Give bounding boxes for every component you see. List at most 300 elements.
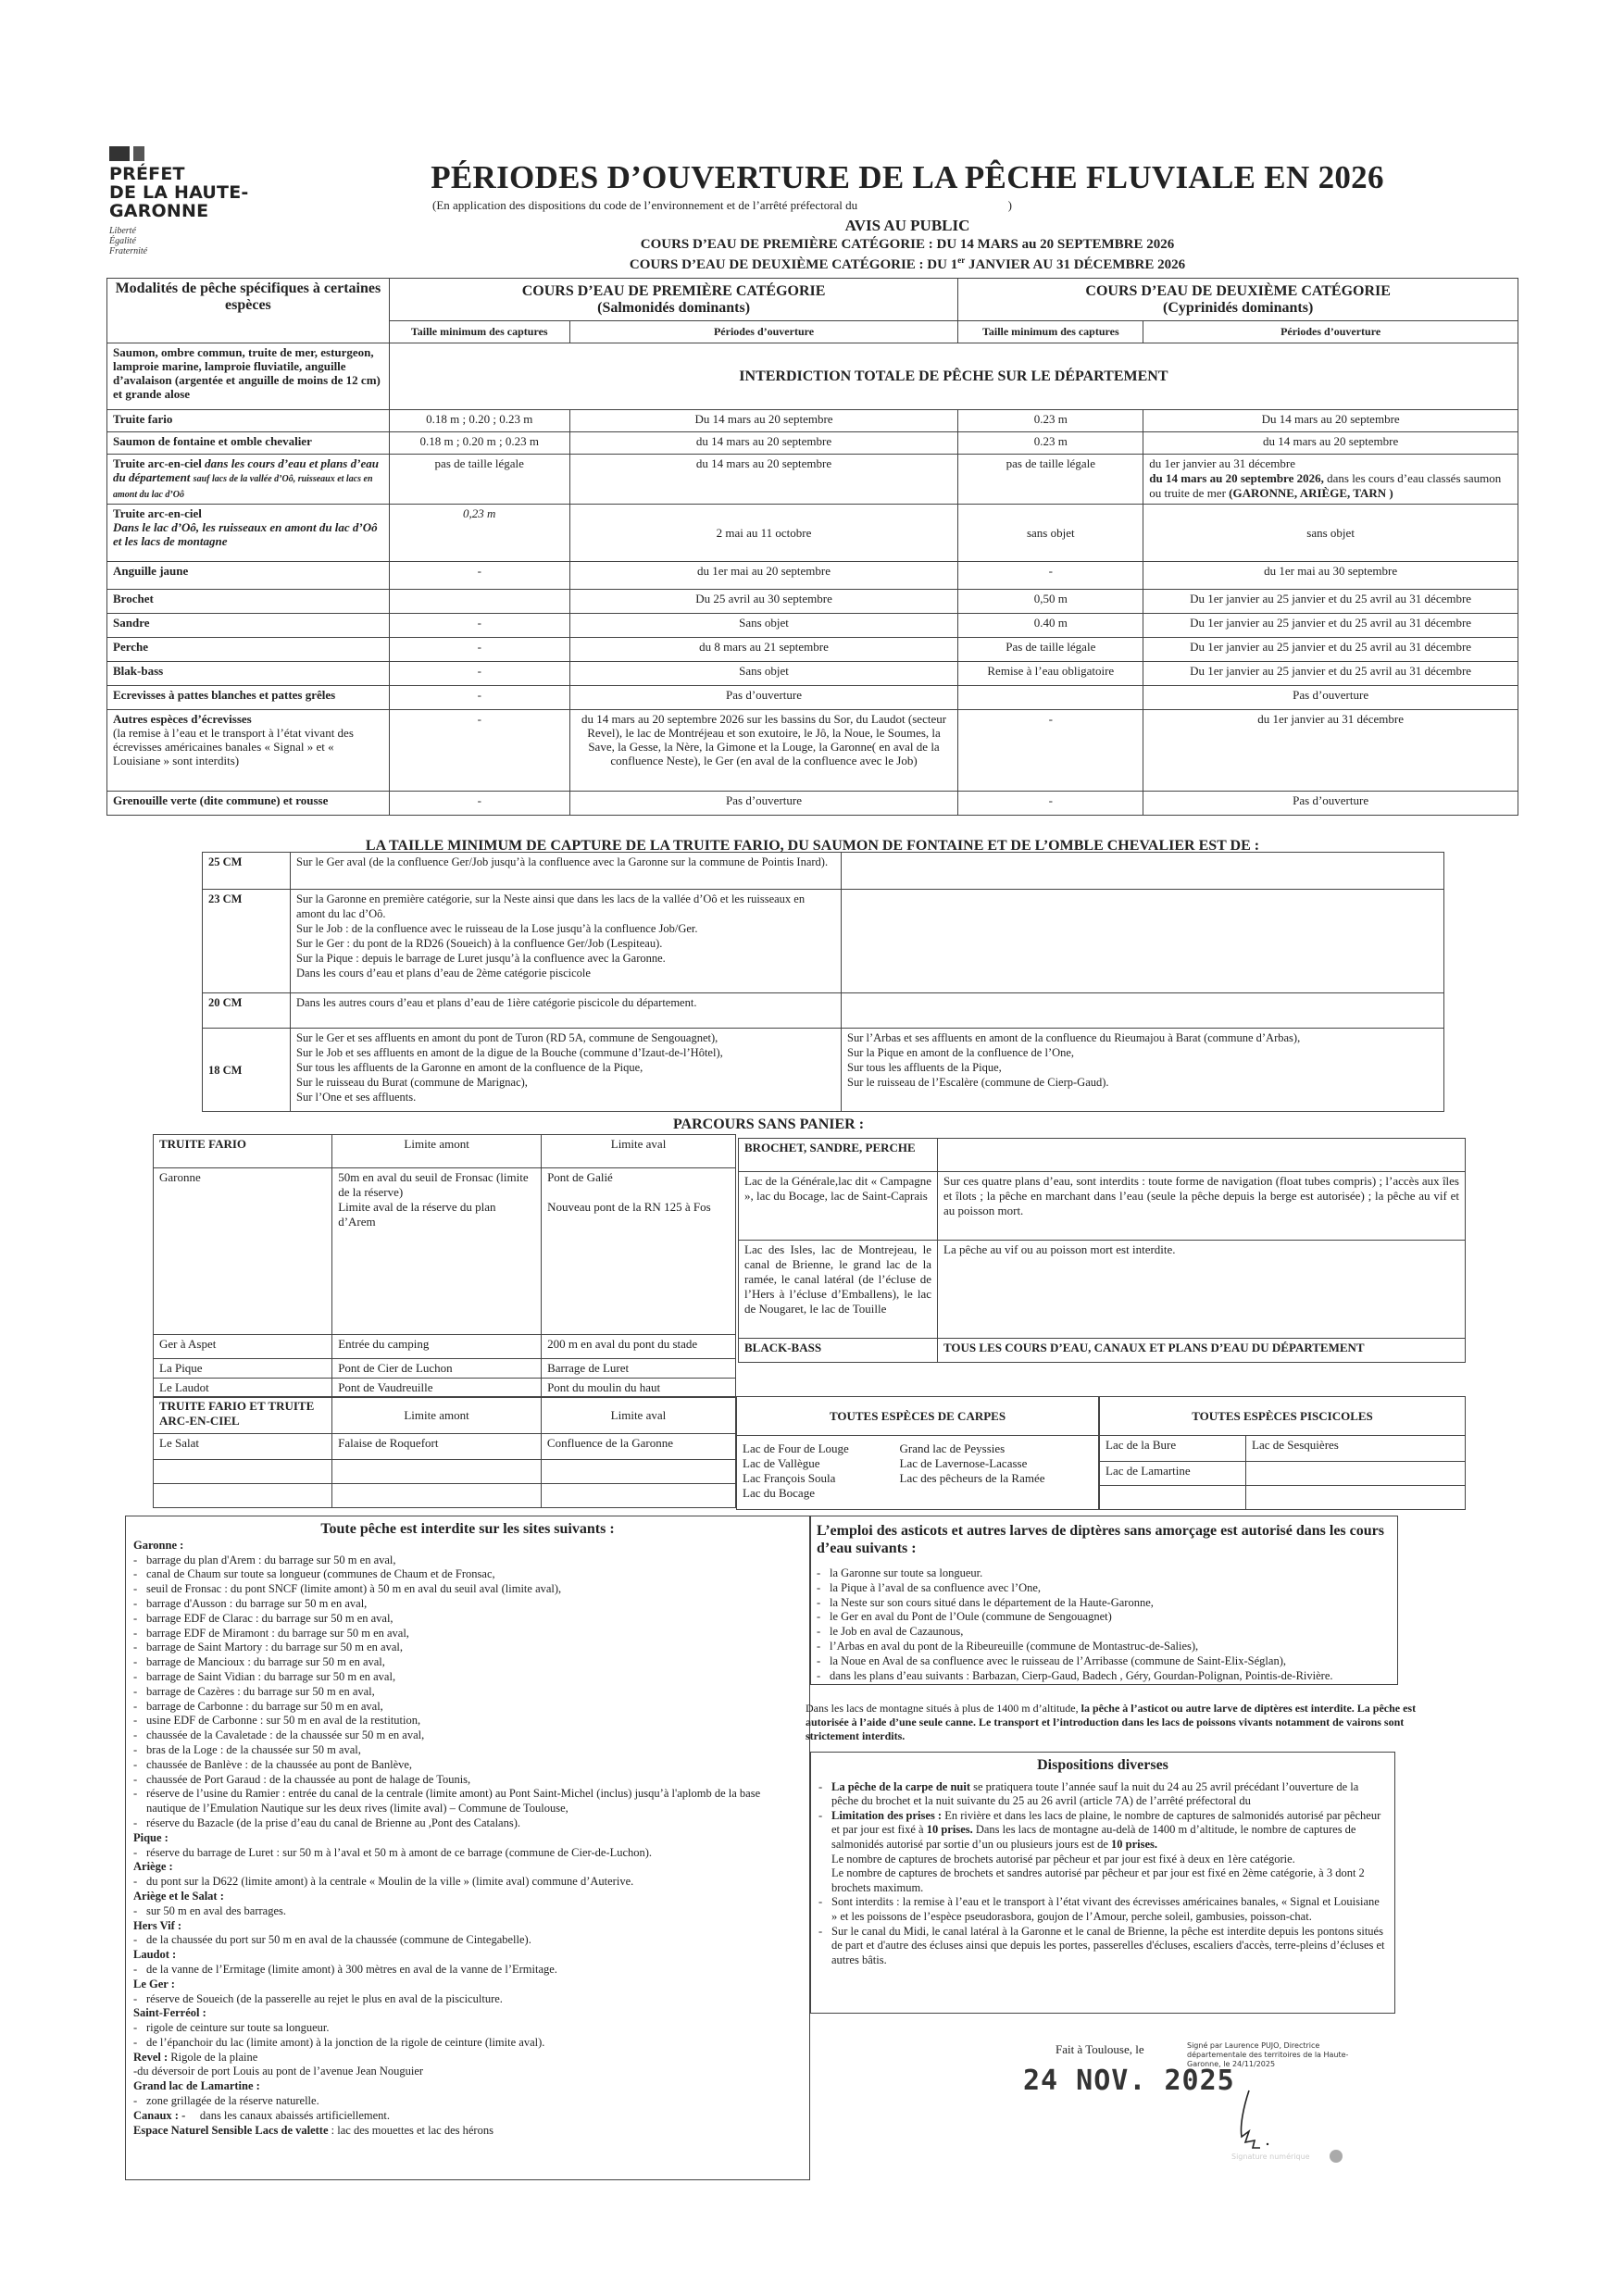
cat1-periode: Pas d’ouverture <box>569 686 958 710</box>
carpe-lake: Lac François Soula <box>743 1471 836 1485</box>
cat1-periode: 2 mai au 11 octobre <box>569 505 958 562</box>
cat2-periode: Du 1er janvier au 25 janvier et du 25 avril au 31 décembre <box>1143 614 1518 638</box>
interdits-section-name: Revel : <box>133 2050 169 2064</box>
table-row <box>107 562 1518 590</box>
species-name: Ecrevisses à pattes blanches et pattes grêles <box>107 686 390 710</box>
limit-bold: Limitation des prises : <box>831 1808 943 1822</box>
interdit-item: - réserve de l’usine du Ramier : entrée du canal de la centrale (limite amont) au Pont Saint-Michel (inclus) jusqu’à l'aplomb de la base nautique de l’Emulation Nautique sur les deux rives (limite aval) – Commune de Toulouse, <box>133 1787 802 1816</box>
interdit-item: - de la chaussée du port sur 50 m en aval de la chaussée (commune de Cintegabelle). <box>133 1933 802 1948</box>
species-name <box>107 710 390 792</box>
interdits-section-name: Laudot : <box>133 1948 177 1962</box>
table-row <box>107 505 1518 562</box>
taille-line: Sur la Pique : depuis le barrage de Luret jusqu’à la confluence avec la Garonne. <box>296 952 666 965</box>
species-name: Truite fario <box>107 410 390 432</box>
parcours-row <box>154 1484 736 1508</box>
period-c-bold: (GARONNE, ARIÈGE, TARN ) <box>1229 486 1393 500</box>
lacs-note-text: Dans les lacs de montagne situés à plus de 1400 m d’altitude, <box>806 1702 1081 1715</box>
asticot-item: - le Job en aval de Cazaunous, <box>817 1625 1392 1640</box>
motto-2: Égalité <box>109 236 136 246</box>
cat2-periode: Du 1er janvier au 25 janvier et du 25 avril au 31 décembre <box>1143 590 1518 614</box>
species-detail: dans les cours d’eau et plans d’eau du département <box>113 456 379 484</box>
lacs-note-bold: la pêche à l’asticot ou autre larve de diptères est interdite. La pêche est autorisée à l’aide d’une seule canne. Le transport et l’introduction dans les lacs de poissons vivants notamment de vairons sont strictement interdits. <box>806 1702 1417 1742</box>
dispositions-list <box>818 1780 1387 1968</box>
cat2-taille: pas de taille légale <box>958 455 1143 505</box>
parcours-row <box>154 1434 736 1460</box>
interdiction-species: Saumon, ombre commun, truite de mer, esturgeon, lamproie marine, lamproie fluviatile, anguille d’avalaison (argentée et anguille de moins de 12 cm) et grande alose <box>107 343 390 410</box>
digital-signature-badge-icon <box>1330 2150 1343 2163</box>
taille-right <box>842 993 1444 1029</box>
taille-left <box>291 890 842 993</box>
truite-arc-parcours-table <box>153 1396 736 1508</box>
table-row <box>107 410 1518 432</box>
species-name <box>107 505 390 562</box>
piscicole-lake: Lac de Lamartine <box>1100 1462 1246 1486</box>
brochet-row <box>739 1172 1466 1241</box>
interdit-item: - seuil de Fronsac : du pont SNCF (limite amont) à 50 m en aval du seuil aval (limite aval), <box>133 1582 802 1597</box>
interdits-section-name: Hers Vif : <box>133 1918 182 1932</box>
piscicole-lake <box>1246 1486 1466 1510</box>
taille-row <box>203 1029 1444 1112</box>
taille-line: Sur la Garonne en première catégorie, sur la Neste ainsi que dans les lacs de la vallée d’Oô et les ruisseaux en amont du lac d’Oô. <box>296 892 806 920</box>
cat1-taille: 0,23 m <box>389 505 569 562</box>
category-2-period <box>278 256 1537 273</box>
carpes-header: TOUTES ESPÈCES DE CARPES <box>737 1397 1099 1436</box>
limit-text: Dans les lacs de montagne au-delà de 1400 m d’altitude, le nombre de captures de salmonidés autorisé par sortie d’un ou plusieurs jours est de <box>831 1823 1356 1851</box>
piscicole-lake <box>1100 1486 1246 1510</box>
taille-right <box>842 1029 1444 1112</box>
taille-line: Sur tous les affluents de la Pique, <box>847 1061 1002 1074</box>
tf-header-aval: Limite aval <box>542 1135 736 1168</box>
parcours-row <box>154 1460 736 1484</box>
parcours-amont <box>332 1484 542 1508</box>
cat1-taille <box>389 590 569 614</box>
tf-header-amont: Limite amont <box>332 1135 542 1168</box>
cat1-periode: Pas d’ouverture <box>569 792 958 816</box>
taille-line: Sur le Ger et ses affluents en amont du pont de Turon (RD 5A, commune de Sengouagnet), <box>296 1031 718 1044</box>
lacs-montagne-note <box>806 1702 1421 1743</box>
col-species-header: Modalités de pêche spécifiques à certaines espèces <box>107 279 390 343</box>
cat1-periode: Sans objet <box>569 614 958 638</box>
cat1-periode: du 1er mai au 20 septembre <box>569 562 958 590</box>
taille-line: Dans les cours d’eau et plans d’eau de 2ème catégorie piscicole <box>296 967 591 980</box>
cat2-taille: - <box>958 710 1143 792</box>
carpe-lake: Grand lac de Peyssies <box>899 1441 1006 1455</box>
page-subtitle: (En application des dispositions du code de l’environnement et de l’arrêté préfectoral du ) <box>432 198 1012 212</box>
carpes-col-1 <box>737 1436 894 1510</box>
aval-line: Pont de Galié <box>547 1170 613 1184</box>
species-name: Brochet <box>107 590 390 614</box>
cat1-taille: - <box>389 710 569 792</box>
taille-line: Sur tous les affluents de la Garonne en amont de la confluence de la Pique, <box>296 1061 643 1074</box>
parcours-aval: Pont du moulin du haut <box>542 1379 736 1398</box>
motto-3: Fraternité <box>109 246 148 256</box>
interdit-item: - barrage d'Ausson : du barrage sur 50 m en aval, <box>133 1597 802 1612</box>
taille-line: Sur le Job : de la confluence avec le ruisseau de la Lose jusqu’à la confluence Job/Ger. <box>296 922 698 935</box>
limit-brochet: Le nombre de captures de brochets autorisé par pêcheur et par jour est fixé à deux en 1ère catégorie. <box>831 1852 1295 1866</box>
cat1-taille: - <box>389 614 569 638</box>
taille-left <box>291 853 842 890</box>
interdit-item: - réserve du Bazacle (de la prise d’eau du canal de Brienne au ,Pont des Catalans). <box>133 1816 802 1831</box>
cat1-taille-header: Taille minimum des captures <box>389 321 569 343</box>
asticot-item: - la Noue en Aval de sa confluence avec le ruisseau de l’Arribasse (commune de Saint-Elix-Séglan), <box>817 1654 1392 1669</box>
parcours-river: Le Laudot <box>154 1379 332 1398</box>
interdiction-totale: INTERDICTION TOTALE DE PÊCHE SUR LE DÉPARTEMENT <box>389 343 1518 410</box>
taille-cm: 23 CM <box>203 890 291 993</box>
period-b: dans les cours d’eau classés saumon ou truite de mer <box>1149 471 1502 500</box>
table-row <box>107 590 1518 614</box>
period-a: du 1er janvier au 31 décembre <box>1149 456 1295 470</box>
parcours-amont: Pont de Vaudreuille <box>332 1379 542 1398</box>
amont-line: Limite aval de la réserve du plan d’Arem <box>338 1200 496 1229</box>
motto-1: Liberté <box>109 226 136 236</box>
species-name <box>107 455 390 505</box>
interdit-item: - barrage EDF de Clarac : du barrage sur 50 m en aval, <box>133 1612 802 1627</box>
interdits-section-name: Ariège : <box>133 1860 173 1874</box>
interdit-item: - barrage de Saint Vidian : du barrage sur 50 m en aval, <box>133 1670 802 1685</box>
interdit-item: - du pont sur la D622 (limite amont) à la centrale « Moulin de la ville » (limite aval) commune d’Auterive. <box>133 1875 802 1890</box>
signed-by: Signé par Laurence PUJO, Directrice départementale des territoires de la Haute-Garonne, le 24/11/2025 <box>1187 2041 1349 2068</box>
interdits-section-name: Le Ger : <box>133 1977 175 1990</box>
interdit-item: - bras de la Loge : de la chaussée sur 50 m aval, <box>133 1743 802 1758</box>
interdit-item: - chaussée de Banlève : de la chaussée au pont de Banlève, <box>133 1758 802 1773</box>
species-name: Grenouille verte (dite commune) et rousse <box>107 792 390 816</box>
asticot-item: - la Pique à l’aval de sa confluence avec l’One, <box>817 1581 1392 1596</box>
taille-right <box>842 853 1444 890</box>
cat1-taille: - <box>389 662 569 686</box>
cat2-periode: Du 1er janvier au 25 janvier et du 25 avril au 31 décembre <box>1143 638 1518 662</box>
cat1-taille: - <box>389 686 569 710</box>
cat1-title: COURS D’EAU DE PREMIÈRE CATÉGORIE <box>521 282 826 299</box>
cat1-periode: Du 25 avril au 30 septembre <box>569 590 958 614</box>
taille-line: Sur le Job et ses affluents en amont de la digue de la Bouche (commune d’Izaut-de-l’Hôtel), <box>296 1046 723 1059</box>
cat2-periode: Pas d’ouverture <box>1143 686 1518 710</box>
interdit-item: - sur 50 m en aval des barrages. <box>133 1904 802 1919</box>
limit-bold-value: 10 prises. <box>1111 1837 1158 1851</box>
parcours-aval: Confluence de la Garonne <box>541 1434 735 1460</box>
asticots-list <box>817 1566 1392 1683</box>
table-row <box>107 710 1518 792</box>
brochet-lakes: Lac des Isles, lac de Montrejeau, le canal de Brienne, le grand lac de la ramée, le canal latéral (de l’écluse de l’Hers à l’écluse d’Emballens), le lac de Nougaret, le lac de Touille <box>739 1241 938 1339</box>
parcours-row <box>154 1359 736 1379</box>
ta-header-aval: Limite aval <box>541 1397 735 1434</box>
interdits-section-name: Garonne : <box>133 1538 184 1552</box>
cat2-taille: Remise à l’eau obligatoire <box>958 662 1143 686</box>
fait-a-toulouse: Fait à Toulouse, le <box>1056 2042 1144 2056</box>
species-detail: Dans le lac d’Oô, les ruisseaux en amont du lac d’Oô et les lacs de montagne <box>113 520 378 548</box>
interdit-item: -du déversoir de port Louis au pont de l’avenue Jean Nouguier <box>133 2065 424 2078</box>
brochet-rule: La pêche au vif ou au poisson mort est interdite. <box>938 1241 1466 1339</box>
cat2-title: COURS D’EAU DE DEUXIÈME CATÉGORIE <box>1085 282 1391 299</box>
parcours-aval <box>542 1168 736 1335</box>
interdit-item: - usine EDF de Carbonne : sur 50 m en aval de la restitution, <box>133 1714 802 1728</box>
cat2-taille: 0.40 m <box>958 614 1143 638</box>
parcours-amont: Falaise de Roquefort <box>332 1434 542 1460</box>
asticot-item: - le Ger en aval du Pont de l’Oule (commune de Sengouagnet) <box>817 1610 1392 1625</box>
asticot-item: - la Neste sur son cours situé dans le département de la Haute-Garonne, <box>817 1596 1392 1611</box>
table-row <box>107 662 1518 686</box>
interdit-item: - barrage de Carbonne : du barrage sur 50 m en aval, <box>133 1700 802 1715</box>
species-name: Blak-bass <box>107 662 390 686</box>
brochet-parcours-table <box>738 1138 1466 1363</box>
ta-header-species: TRUITE FARIO ET TRUITE ARC-EN-CIEL <box>154 1397 332 1434</box>
cat2-periode <box>1143 455 1518 505</box>
cat1-periode: du 14 mars au 20 septembre <box>569 432 958 455</box>
dispo-limitation <box>818 1809 1387 1896</box>
cat2-periode: du 14 mars au 20 septembre <box>1143 432 1518 455</box>
table-row <box>107 792 1518 816</box>
taille-section-title: LA TAILLE MINIMUM DE CAPTURE DE LA TRUITE FARIO, DU SAUMON DE FONTAINE ET DE L’OMBLE CHEVALIER EST DE : <box>365 838 1260 854</box>
brochet-row <box>739 1241 1466 1339</box>
species-main: Autres espèces d’écrevisses <box>113 712 252 726</box>
parcours-river <box>154 1484 332 1508</box>
cat1-header <box>389 279 958 321</box>
piscicoles-header: TOUTES ESPÈCES PISCICOLES <box>1100 1397 1466 1436</box>
logo-motto <box>109 226 257 256</box>
black-bass-row <box>739 1339 1466 1363</box>
avis-au-public: AVIS AU PUBLIC <box>844 217 970 234</box>
species-periods-table <box>106 278 1518 816</box>
taille-line: Sur la Pique en amont de la confluence de l’One, <box>847 1046 1075 1059</box>
cat2-taille: - <box>958 792 1143 816</box>
species-main: Truite arc-en-ciel <box>113 506 202 520</box>
parcours-amont <box>332 1168 542 1335</box>
taille-left <box>291 1029 842 1112</box>
cat2-taille: sans objet <box>958 505 1143 562</box>
cat1-sub: (Salmonidés dominants) <box>597 299 751 316</box>
asticots-box <box>810 1516 1398 1685</box>
taille-left <box>291 993 842 1029</box>
carpe-lake: Lac de Four de Louge <box>743 1441 849 1455</box>
period-b-bold: du 14 mars au 20 septembre 2026, <box>1149 471 1324 485</box>
table-row <box>107 614 1518 638</box>
parcours-river: Ger à Aspet <box>154 1335 332 1359</box>
cat2-pre: COURS D’EAU DE DEUXIÈME CATÉGORIE : DU 1 <box>629 257 958 272</box>
ens-text: : lac des mouettes et lac des hérons <box>328 2123 493 2137</box>
taille-row <box>203 993 1444 1029</box>
asticot-item: - la Garonne sur toute sa longueur. <box>817 1566 1392 1581</box>
interdits-box <box>125 1516 810 2180</box>
cat1-periode: Sans objet <box>569 662 958 686</box>
parcours-aval: 200 m en aval du pont du stade <box>542 1335 736 1359</box>
interdit-item: - canal de Chaum sur toute sa longueur (communes de Chaum et de Fronsac, <box>133 1567 802 1582</box>
parcours-row <box>154 1335 736 1359</box>
interdits-section-name: Pique : <box>133 1830 169 1844</box>
taille-right <box>842 890 1444 993</box>
taille-line: Dans les autres cours d’eau et plans d’eau de 1ière catégorie piscicole du département. <box>296 996 697 1009</box>
brochet-rule: Sur ces quatre plans d’eau, sont interdits : toute forme de navigation (float tubes compris) ; l’accès aux îles et îlots ; la pêche en marchant dans l’eau (seule la pêche depuis la berge est autorisée) ; la pêche au vif et au poisson mort. <box>938 1172 1466 1241</box>
interdits-list <box>133 1554 802 1831</box>
taille-line: Sur le ruisseau de l’Escalère (commune de Cierp-Gaud). <box>847 1076 1109 1089</box>
category-1-period: COURS D’EAU DE PREMIÈRE CATÉGORIE : DU 14 MARS au 20 SEPTEMBRE 2026 <box>640 237 1175 252</box>
interdit-item: - de la vanne de l’Ermitage (limite amont) à 300 mètres en aval de la vanne de l’Ermitage. <box>133 1963 802 1978</box>
brochet-lakes: Lac de la Générale,lac dit « Campagne », lac du Bocage, lac de Saint-Caprais <box>739 1172 938 1241</box>
taille-line: Sur le ruisseau du Burat (commune de Marignac), <box>296 1076 528 1089</box>
species-name: Anguille jaune <box>107 562 390 590</box>
cat2-periode-header: Périodes d’ouverture <box>1143 321 1518 343</box>
dispositions-title: Dispositions diverses <box>1037 1757 1168 1773</box>
black-bass-rule: TOUS LES COURS D’EAU, CANAUX ET PLANS D’EAU DU DÉPARTEMENT <box>938 1339 1466 1363</box>
interdit-item: - barrage du plan d'Arem : du barrage sur 50 m en aval, <box>133 1554 802 1568</box>
tf-header-species: TRUITE FARIO <box>154 1135 332 1168</box>
cat2-post: JANVIER AU 31 DÉCEMBRE 2026 <box>965 257 1186 272</box>
interdits-section-name: Saint-Ferréol : <box>133 2006 206 2020</box>
species-main: Truite arc-en-ciel <box>113 456 202 470</box>
carpe-lake: Lac de Vallègue <box>743 1456 820 1470</box>
date-stamp: 24 NOV. 2025 <box>1023 2065 1235 2097</box>
amont-line: 50m en aval du seuil de Fronsac (limite de la réserve) <box>338 1170 529 1199</box>
taille-line: Sur l’Arbas et ses affluents en amont de la confluence du Rieumajou à Barat (commune d’Arbas), <box>847 1031 1301 1044</box>
piscicole-lake: Lac de Sesquières <box>1246 1436 1466 1462</box>
cat2-header <box>958 279 1518 321</box>
taille-cm: 18 CM <box>203 1029 291 1112</box>
canaux-label: Canaux : - <box>133 2108 186 2122</box>
parcours-title: PARCOURS SANS PANIER : <box>672 1117 865 1132</box>
parcours-amont <box>332 1460 542 1484</box>
piscicoles-table <box>1099 1396 1466 1510</box>
carpe-bold: La pêche de la carpe de nuit <box>831 1779 970 1793</box>
interdit-item: - barrage de Mancioux : du barrage sur 50 m en aval, <box>133 1655 802 1670</box>
page-title: PÉRIODES D’OUVERTURE DE LA PÊCHE FLUVIALE EN 2026 <box>431 159 1384 195</box>
interdit-item: - chaussée de la Cavaletade : de la chaussée sur 50 m en aval, <box>133 1728 802 1743</box>
cat1-periode-header: Périodes d’ouverture <box>569 321 958 343</box>
piscicole-lake <box>1246 1462 1466 1486</box>
brochet-header: BROCHET, SANDRE, PERCHE <box>739 1139 938 1172</box>
taille-cm: 25 CM <box>203 853 291 890</box>
carpe-lake: Lac du Bocage <box>743 1486 815 1500</box>
black-bass-label: BLACK-BASS <box>739 1339 938 1363</box>
marianne-icon <box>109 146 257 161</box>
brochet-header-empty <box>938 1139 1466 1172</box>
cat2-periode: sans objet <box>1143 505 1518 562</box>
taille-row <box>203 890 1444 993</box>
interdit-item: - de l’épanchoir du lac (limite amont) à la jonction de la rigole de ceinture (limite aval). <box>133 2036 802 2051</box>
cat1-periode: du 8 mars au 21 septembre <box>569 638 958 662</box>
cat2-taille: Pas de taille légale <box>958 638 1143 662</box>
parcours-aval: Barrage de Luret <box>542 1359 736 1379</box>
cat1-taille: - <box>389 638 569 662</box>
limit-text: En rivière et dans les lacs de plaine, le nombre de captures de salmonidés autorisé par pêcheur et par jour est fixé à <box>831 1808 1381 1837</box>
cat1-taille: - <box>389 562 569 590</box>
table-row <box>107 638 1518 662</box>
cat2-taille: 0.23 m <box>958 432 1143 455</box>
interdit-item: - barrage de Saint Martory : du barrage sur 50 m en aval, <box>133 1641 802 1655</box>
limit-brochet-sandre: Le nombre de captures de brochets et sandres autorisé par pêcheur et par jour est fixé en 2ème catégorie, à 3 dont 2 brochets maximum. <box>831 1866 1365 1894</box>
taille-line: Sur le Ger aval (de la confluence Ger/Job jusqu’à la confluence avec la Garonne sur la commune de Pointis Inard). <box>296 855 829 868</box>
parcours-amont: Entrée du camping <box>332 1335 542 1359</box>
cat2-periode: du 1er mai au 30 septembre <box>1143 562 1518 590</box>
parcours-amont: Pont de Cier de Luchon <box>332 1359 542 1379</box>
cat1-taille: pas de taille légale <box>389 455 569 505</box>
species-name: Saumon de fontaine et omble chevalier <box>107 432 390 455</box>
taille-row <box>203 853 1444 890</box>
cat2-taille-header: Taille minimum des captures <box>958 321 1143 343</box>
cat1-periode: du 14 mars au 20 septembre <box>569 455 958 505</box>
cat2-taille: - <box>958 562 1143 590</box>
interdits-title: Toute pêche est interdite sur les sites suivants : <box>320 1521 615 1537</box>
taille-line: Sur l’One et ses affluents. <box>296 1091 417 1104</box>
dispo-canal: - Sur le canal du Midi, le canal latéral à la Garonne et le canal de Brienne, la pêche est interdite depuis les pontons situés de part et d'autre des écluses ainsi que depuis les portes, passerelles d'écluses, escaliers d'accès, terre-pleins d’écluses et autres bâtis. <box>818 1925 1387 1968</box>
parcours-aval <box>541 1460 735 1484</box>
interdit-item: - zone grillagée de la réserve naturelle. <box>133 2094 802 2109</box>
cat2-sub: (Cyprinidés dominants) <box>1163 299 1314 316</box>
species-name: Sandre <box>107 614 390 638</box>
canaux-text: dans les canaux abaissés artificiellement. <box>185 2108 391 2122</box>
cat1-taille: - <box>389 792 569 816</box>
asticot-item: - l’Arbas en aval du pont de la Ribeureuille (commune de Montastruc-de-Salies), <box>817 1640 1392 1654</box>
dispo-interdits: - Sont interdits : la remise à l’eau et le transport à l’état vivant des écrevisses américaines banales, « Signal et Louisiane » et les poissons de l’espèce pseudorasbora, goujon de l’Amour, perche soleil, gambusies, poisson-chat. <box>818 1895 1387 1924</box>
interdit-item: - barrage de Cazères : du barrage sur 50 m en aval, <box>133 1685 802 1700</box>
digital-signature-label: Signature numérique <box>1231 2152 1310 2161</box>
ta-header-amont: Limite amont <box>332 1397 542 1434</box>
cat2-taille: 0,50 m <box>958 590 1143 614</box>
table-row <box>107 686 1518 710</box>
interdits-section-name: Ariège et le Salat : <box>133 1889 224 1903</box>
parcours-aval <box>541 1484 735 1508</box>
dispositions-box <box>810 1752 1395 2014</box>
parcours-river: Garonne <box>154 1168 332 1335</box>
logo-name-2: DE LA HAUTE- <box>109 182 249 203</box>
cat1-periode: du 14 mars au 20 septembre 2026 sur les bassins du Sor, du Laudot (secteur Revel), le lac de Montréjeau et son exutoire, le Jô, la Noue, le Soumes, la Save, la Gesse, la Nère, la Gimone et la Louge, la Garonne( en aval de la confluence Neste), le Ger (en aval de la confluence avec le Job) <box>569 710 958 792</box>
parcours-row <box>154 1379 736 1398</box>
cat2-periode: Du 14 mars au 20 septembre <box>1143 410 1518 432</box>
taille-table <box>202 852 1444 1112</box>
interdit-item: - réserve du barrage de Luret : sur 50 m à l’aval et 50 m à amont de ce barrage (commune de Cier-de-Luchon). <box>133 1846 802 1861</box>
taille-line: Sur le Ger : du pont de la RD26 (Soueich) à la confluence Ger/Job (Lespiteau). <box>296 937 663 950</box>
species-exception: sauf lacs de la vallée d’Oô, ruisseaux et lacs en amont du lac d’Oô <box>113 474 373 500</box>
signature-scribble-icon <box>1236 2089 1273 2153</box>
piscicole-lake: Lac de la Bure <box>1100 1436 1246 1462</box>
cat1-periode: Du 14 mars au 20 septembre <box>569 410 958 432</box>
cat2-periode: Pas d’ouverture <box>1143 792 1518 816</box>
cat2-periode: Du 1er janvier au 25 janvier et du 25 avril au 31 décembre <box>1143 662 1518 686</box>
taille-cm: 20 CM <box>203 993 291 1029</box>
logo-name-3: GARONNE <box>109 201 209 221</box>
carpe-text: se pratiquera toute l’année sauf la nuit du 24 au 25 avril précédant l’ouverture de la pêche du brochet et la nuit suivante du 25 au 26 avril (article 7A) de l’arrêté préfectoral du <box>831 1779 1359 1808</box>
interdit-item: - rigole de ceinture sur toute sa longueur. <box>133 2021 802 2036</box>
aval-line: Nouveau pont de la RN 125 à Fos <box>547 1200 711 1214</box>
limit-bold-value: 10 prises. <box>926 1823 973 1837</box>
interdit-item: - chaussée de Port Garaud : de la chaussée au pont de halage de Tounis, <box>133 1773 802 1788</box>
cat2-periode: du 1er janvier au 31 décembre <box>1143 710 1518 792</box>
cat2-sup: er <box>957 256 966 265</box>
logo-name-1: PRÉFET <box>109 164 185 184</box>
interdit-item: - réserve de Soueich (de la passerelle au rejet le plus en aval de la pisciculture. <box>133 1992 802 2007</box>
parcours-river: La Pique <box>154 1359 332 1379</box>
species-name: Perche <box>107 638 390 662</box>
parcours-river: Le Salat <box>154 1434 332 1460</box>
cat1-taille: 0.18 m ; 0.20 m ; 0.23 m <box>389 432 569 455</box>
cat2-taille: 0.23 m <box>958 410 1143 432</box>
carpe-lake: Lac des pêcheurs de la Ramée <box>899 1471 1045 1485</box>
table-row <box>107 432 1518 455</box>
cat2-taille <box>958 686 1143 710</box>
carpes-table <box>736 1396 1099 1510</box>
cat1-taille: 0.18 m ; 0.20 ; 0.23 m <box>389 410 569 432</box>
interdits-inline: Rigole de la plaine <box>170 2050 258 2064</box>
ens-label: Espace Naturel Sensible Lacs de valette <box>133 2123 329 2137</box>
truite-fario-parcours-table <box>153 1134 736 1398</box>
carpes-col-2 <box>894 1436 1099 1510</box>
interdits-section-name: Grand lac de Lamartine : <box>133 2079 260 2093</box>
dispo-carpe <box>818 1780 1387 1809</box>
parcours-river <box>154 1460 332 1484</box>
asticot-item: - dans les plans d’eau suivants : Barbazan, Cierp-Gaud, Badech , Géry, Gourdan-Polignan, Pointis-de-Rivière. <box>817 1669 1392 1684</box>
asticots-title: L’emploi des asticots et autres larves de diptères sans amorçage est autorisé dans les cours d’eau suivants : <box>817 1523 1384 1556</box>
interdit-item: - barrage EDF de Miramont : du barrage sur 50 m en aval, <box>133 1627 802 1641</box>
species-note: (la remise à l’eau et le transport à l’état vivant des écrevisses américaines banales « Signal » et « Louisiane » sont interdits) <box>113 726 354 767</box>
prefecture-logo <box>109 146 257 256</box>
table-row <box>107 455 1518 505</box>
